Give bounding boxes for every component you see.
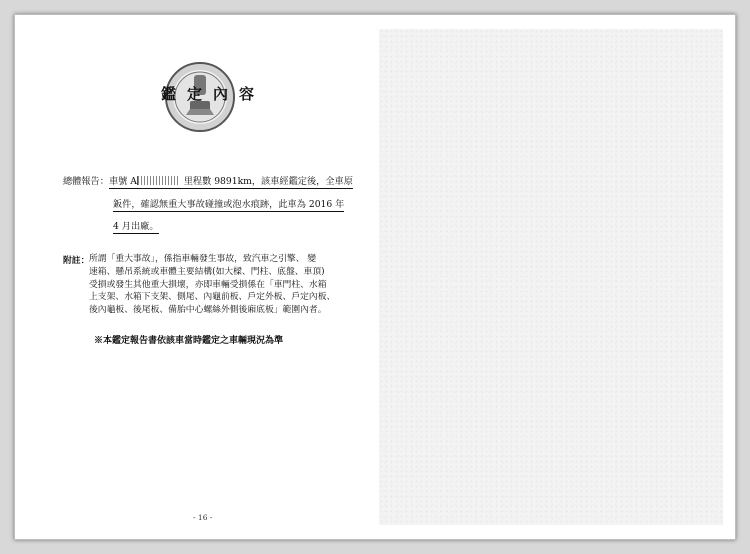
plate-prefix: 車號 A bbox=[108, 176, 137, 187]
right-page-blank bbox=[379, 29, 723, 525]
overall-report-label: 總體報告： bbox=[63, 176, 109, 187]
document-spread bbox=[14, 14, 736, 540]
footnote-line: 速箱、懸吊系統或車體主要結構(如大樑、門柱、底盤、車頂) bbox=[89, 266, 325, 277]
title-char-4: 容 bbox=[239, 85, 255, 103]
overall-report-line-2 bbox=[113, 196, 344, 210]
footnote-line: 受損或發生其他重大損壞，亦即車輛受損係在「車門柱、水箱 bbox=[89, 279, 327, 290]
footnote-label: 附註： bbox=[63, 256, 90, 266]
redacted-plate-number bbox=[137, 176, 178, 185]
title-char-3: 內 bbox=[213, 85, 229, 103]
page-number: - 16 - bbox=[193, 513, 213, 522]
report-notice: ※本鑑定報告書依該車當時鑑定之車輛現況為準 bbox=[94, 336, 284, 346]
title-char-1: 鑑 bbox=[161, 85, 177, 103]
line1-rest: 里程數 9891km，該車經鑑定後，全車原 bbox=[183, 176, 353, 187]
footnote-line: 後內龜板、後尾板、備胎中心螺絲外側後廂底板」範圍內者。 bbox=[89, 305, 327, 316]
overall-report-line-3 bbox=[113, 218, 159, 232]
title-char-2: 定 bbox=[187, 85, 203, 103]
footnote-line: 所謂「重大事故」，係指車輛發生事故，致汽車之引擎、 變 bbox=[89, 254, 317, 264]
overall-report-line1-text bbox=[109, 176, 353, 189]
overall-report-line2-text: 鈑件，確認無重大事故碰撞或泡水痕跡，此車為 2016 年 bbox=[113, 199, 345, 210]
overall-report-line-1 bbox=[63, 173, 353, 187]
footnote-body bbox=[89, 253, 351, 317]
left-page bbox=[15, 15, 377, 539]
overall-report-line3-text: 4 月出廠。 bbox=[113, 221, 159, 232]
footnote-line: 上支架、水箱下支架、側尾、內龜前板、戶定外板、戶定內板、 bbox=[89, 292, 336, 303]
